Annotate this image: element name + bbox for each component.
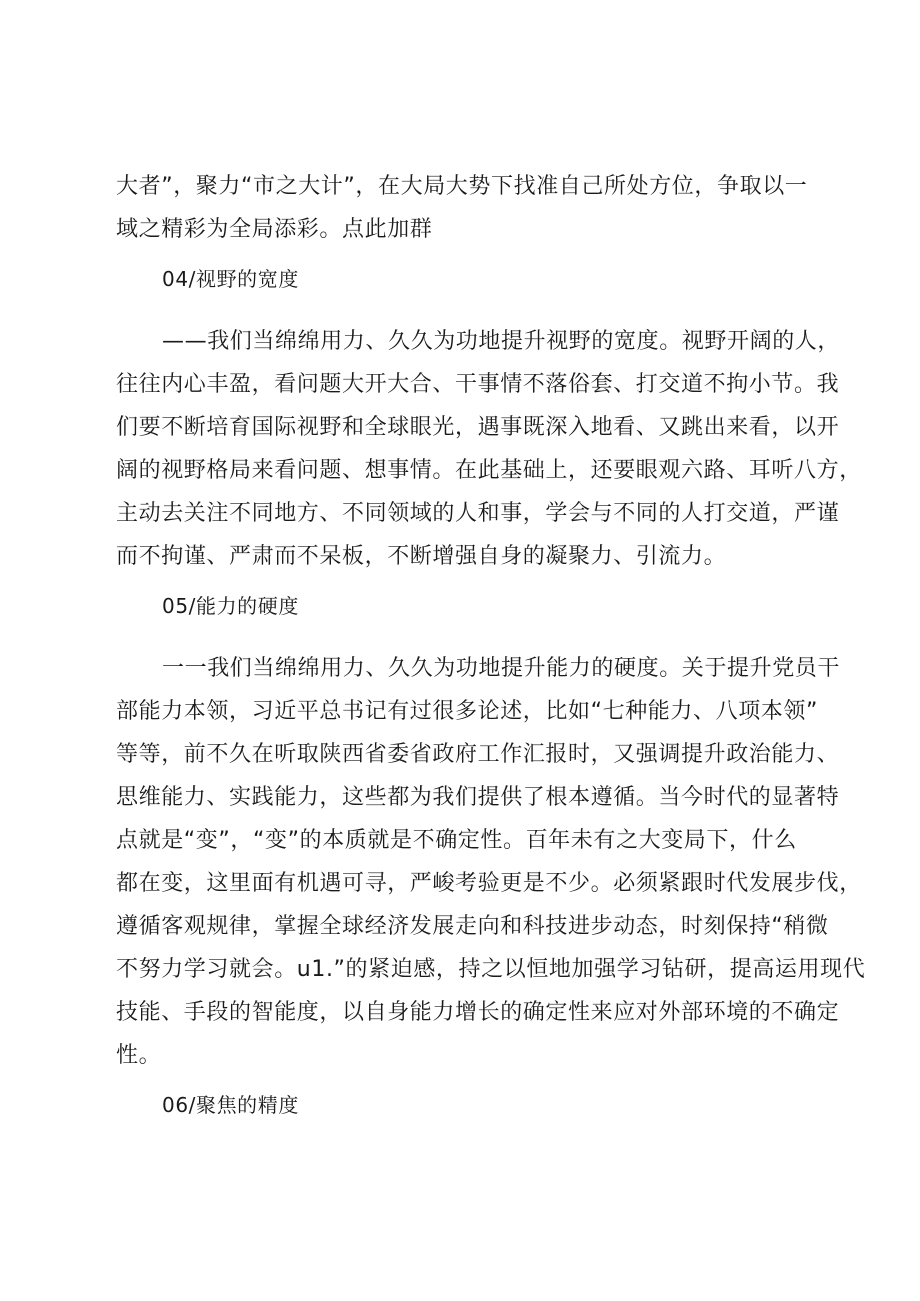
paragraph-line: 阔的视野格局来看问题、想事情。在此基础上，还要眼观六路、耳听八方，: [116, 458, 862, 483]
paragraph-line: 技能、手段的智能度，以自身能力增长的确定性来应对外部环境的不确定: [116, 1000, 840, 1025]
section-heading-05: 05/能力的硬度: [162, 594, 299, 618]
paragraph-line: 们要不断培育国际视野和全球眼光，遇事既深入地看、又跳出来看，以开: [116, 415, 840, 440]
section-heading-06: 06/聚焦的精度: [162, 1093, 299, 1117]
paragraph-line: 等等，前不久在听取陕西省委省政府工作汇报时，又强调提升政治能力、: [116, 742, 840, 767]
paragraph-line: 部能力本领，习近平总书记有过很多论述，比如“七种能力、八项本领”: [116, 699, 818, 724]
paragraph-line: 而不拘谨、严肃而不呆板，不断增强自身的凝聚力、引流力。: [116, 544, 727, 569]
section-heading-04: 04/视野的宽度: [162, 267, 299, 291]
paragraph-line: 思维能力、实践能力，这些都为我们提供了根本遵循。当今时代的显著特: [116, 785, 840, 810]
paragraph-line: 性。: [116, 1043, 162, 1068]
paragraph-line: 域之精彩为全局添彩。点此加群: [116, 217, 433, 242]
paragraph-line: 不努力学习就会。u1.”的紧迫感，持之以恒地加强学习钻研，提高运用现代: [116, 957, 866, 982]
paragraph-line: 点就是“变”，“变”的本质就是不确定性。百年未有之大变局下，什么: [116, 828, 797, 853]
paragraph-line: 往往内心丰盈，看问题大开大合、干事情不落俗套、打交道不拘小节。我: [116, 372, 840, 397]
paragraph-line: 主动去关注不同地方、不同领域的人和事，学会与不同的人打交道，严谨: [116, 501, 840, 526]
paragraph-line: 遵循客观规律，掌握全球经济发展走向和科技进步动态，时刻保持“稍微: [116, 914, 829, 939]
paragraph-line: ——我们当绵绵用力、久久为功地提升视野的宽度。视野开阔的人，: [162, 329, 841, 354]
paragraph-line: 一一我们当绵绵用力、久久为功地提升能力的硬度。关于提升党员干: [162, 656, 841, 681]
paragraph-line: 大者”，聚力“市之大计”，在大局大势下找准自己所处方位，争取以一: [116, 174, 808, 199]
paragraph-line: 都在变，这里面有机遇可寻，严峻考验更是不少。必须紧跟时代发展步伐，: [116, 871, 862, 896]
